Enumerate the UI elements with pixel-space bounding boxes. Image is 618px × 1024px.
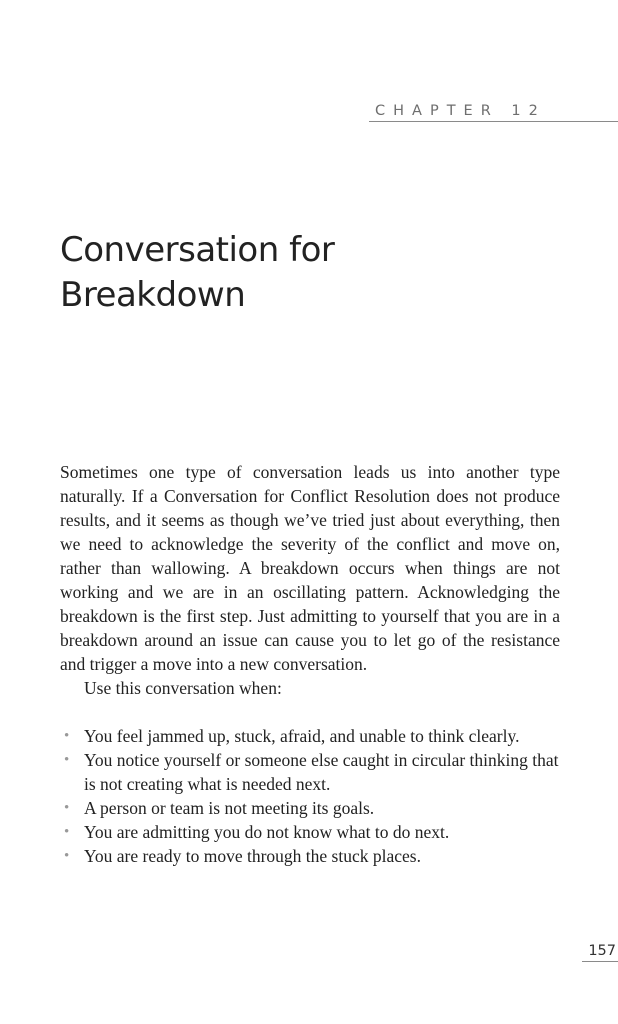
list-intro: Use this conversation when: [84, 678, 282, 698]
list-item-text: A person or team is not meeting its goals. [84, 798, 375, 818]
chapter-title [60, 228, 480, 318]
bullet-icon: • [64, 800, 70, 816]
body-text [60, 460, 560, 868]
list-item-text: You notice yourself or someone else caught in circular thinking that is not creating what is needed next. [84, 750, 559, 794]
bullet-list [60, 724, 560, 868]
chapter-label: CHAPTER 12 [369, 100, 618, 122]
chapter-title-line-2: Breakdown [60, 275, 246, 315]
bullet-icon: • [64, 848, 70, 864]
bullet-icon: • [64, 752, 70, 768]
page-number: 157 [582, 941, 618, 962]
list-item [60, 796, 560, 820]
chapter-title-line-1: Conversation for [60, 230, 335, 270]
list-item-text: You are ready to move through the stuck places. [84, 846, 421, 866]
bullet-icon: • [64, 824, 70, 840]
body-paragraph: Sometimes one type of conversation leads us into another type naturally. If a Conversation for Conflict Resolution does not produce results, and it seems as though we’ve tried just about everything, then we need to acknowledge the severity of the conflict and move on, rather than wallowing. A breakdown occurs when things are not working and we are in an oscillating pattern. Acknowledging the breakdown is the first step. Just admitting to yourself that you are in a breakdown around an issue can cause you to let go of the resistance and trigger a move into a new conversation. [60, 462, 560, 674]
list-item [60, 820, 560, 844]
bullet-icon: • [64, 728, 70, 744]
list-item [60, 724, 560, 748]
list-item [60, 844, 560, 868]
list-item-text: You are admitting you do not know what to do next. [84, 822, 450, 842]
list-item-text: You feel jammed up, stuck, afraid, and unable to think clearly. [84, 726, 520, 746]
list-item [60, 748, 560, 796]
